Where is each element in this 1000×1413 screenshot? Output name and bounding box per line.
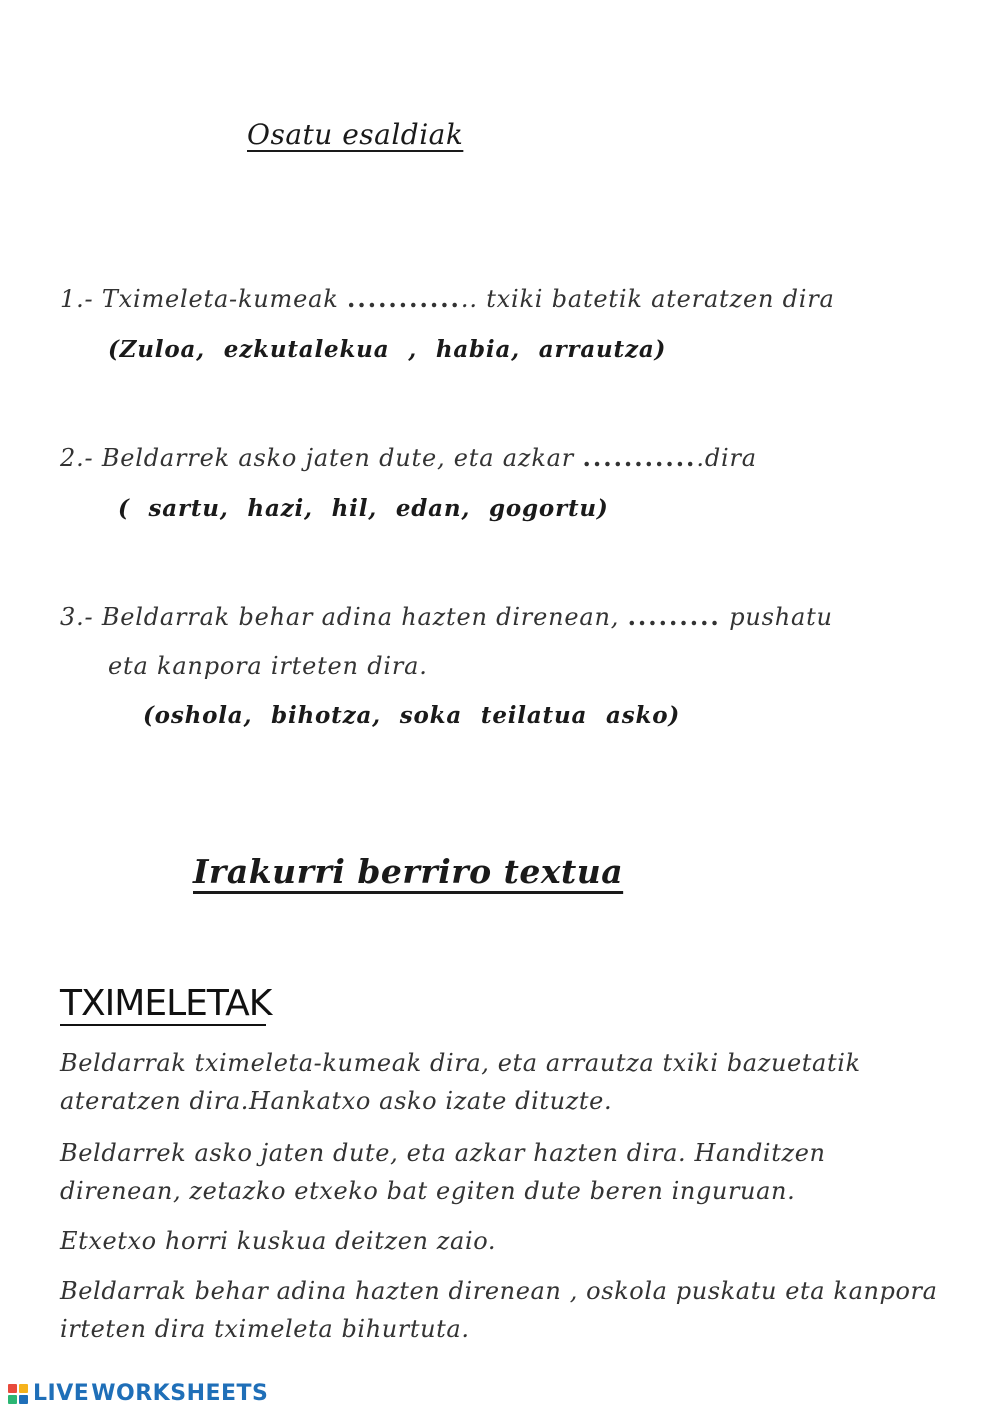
paragraph-3: Etxetxo horri kuskua deitzen zaio. [60,1227,497,1255]
logo-block-red [8,1384,17,1393]
logo-block-yellow [19,1384,28,1393]
question-3-line-2: eta kanpora irteten dira. [108,652,428,680]
question-3-blank[interactable]: ......... [627,602,721,631]
question-2-text-after: .dira [696,444,757,472]
logo-block-green [8,1395,17,1404]
question-1-choices: (Zuloa, ezkutalekua , habia, arrautza) [108,336,667,363]
question-1-text-before: 1.- Tximeleta-kumeak [60,285,347,313]
question-2-choices: ( sartu, hazi, hil, edan, gogortu) [118,495,609,522]
paragraph-2: Beldarrek asko jaten dute, eta azkar hazten dira. Handitzen direnean, zetazko etxeko bat egiten dute beren inguruan. [60,1139,826,1205]
question-3 [60,602,833,631]
question-1 [60,284,835,313]
question-2-text-before: 2.- Beldarrek asko jaten dute, eta azkar [60,444,583,472]
question-2 [60,443,757,472]
logo-text-live: LIVE [33,1381,90,1406]
question-1-blank[interactable]: ........... [347,284,461,313]
paragraph-1: Beldarrak tximeleta-kumeak dira, eta arrautza txiki bazuetatik ateratzen dira.Hankatxo asko izate dituzte. [60,1049,861,1115]
section-subtitle: Irakurri berriro textua [193,852,624,891]
question-3-text-after: pushatu [720,603,833,631]
liveworksheets-logo[interactable] [8,1381,268,1406]
heading-underline [60,1024,266,1026]
paragraph-4: Beldarrak behar adina hazten direnean , oskola puskatu eta kanpora irteten dira tximeleta bihurtuta. [60,1277,938,1343]
page-title: Osatu esaldiak [247,118,464,151]
logo-block-blue [19,1395,28,1404]
question-3-text-before: 3.- Beldarrak behar adina hazten direnean, [60,603,628,631]
question-1-text-after: .. txiki batetik ateratzen dira [460,285,835,313]
question-3-choices: (oshola, bihotza, soka teilatua asko) [143,702,681,729]
logo-text-worksheets: WORKSHEETS [91,1381,269,1406]
question-2-blank[interactable]: ........... [582,443,697,472]
text-heading: TXIMELETAK [60,983,272,1024]
logo-blocks-icon [8,1384,28,1404]
